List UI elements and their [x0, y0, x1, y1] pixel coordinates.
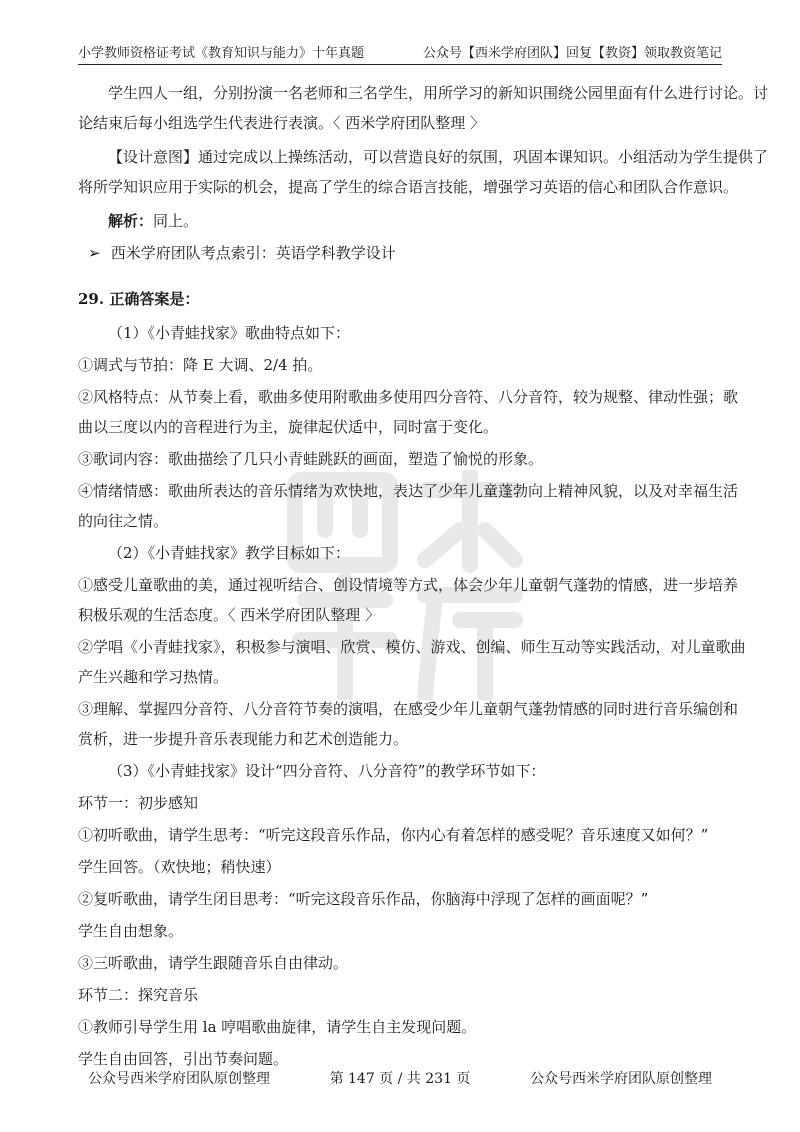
- question-heading: 29. 正确答案是：: [78, 290, 200, 308]
- page-footer: [78, 1068, 722, 1090]
- list-item-continued: 曲以三度以内的音程进行为主，旋律起伏适中，同时富于变化。: [78, 418, 499, 436]
- list-item-continued: 赏析，进一步提升音乐表现能力和艺术创造能力。: [78, 730, 409, 748]
- arrow-bullet-icon: ➢: [88, 244, 101, 262]
- analysis-label: 解析：: [108, 212, 154, 230]
- section-title: （3）《小青蛙找家》设计“四分音符、八分音符”的教学环节如下：: [108, 762, 546, 780]
- list-item: ①初听歌曲，请学生思考：“听完这段音乐作品，你内心有着怎样的感受呢？音乐速度又如何？”: [78, 826, 709, 844]
- list-item-continued: 的向往之情。: [78, 512, 169, 530]
- list-item: ②复听歌曲，请学生闭目思考：“听完这段音乐作品，你脑海中浮现了怎样的画面呢？”: [78, 890, 649, 908]
- list-item: ①教师引导学生用 la 哼唱歌曲旋律，请学生自主发现问题。: [78, 1018, 477, 1036]
- analysis-text: 同上。: [153, 212, 199, 230]
- step-title: 环节一：初步感知: [78, 794, 199, 812]
- list-item: ③三听歌曲，请学生跟随音乐自由律动。: [78, 954, 349, 972]
- paragraph-line: 学生四人一组，分别扮演一名老师和三名学生，用所学习的新知识围绕公园里面有什么进行讨论。讨: [108, 84, 769, 102]
- index-line: [78, 242, 724, 264]
- footer-left-text: 公众号西米学府团队原创整理: [88, 1071, 270, 1087]
- list-item: ③歌词内容：歌曲描绘了几只小青蛙跳跃的画面，塑造了愉悦的形象。: [78, 450, 544, 468]
- footer-right-text: 公众号西米学府团队原创整理: [530, 1071, 712, 1087]
- paragraph-line: 论结束后每小组选学生代表进行表演。〈 西米学府团队整理 〉: [78, 114, 486, 132]
- section-title: （1）《小青蛙找家》歌曲特点如下：: [108, 324, 351, 342]
- list-item-continued: 积极乐观的生活态度。〈 西米学府团队整理 〉: [78, 606, 381, 624]
- analysis-line: [78, 210, 724, 232]
- paragraph-line: 【设计意图】通过完成以上操练活动，可以营造良好的氛围，巩固本课知识。小组活动为学生提供了: [108, 148, 769, 166]
- step-title: 环节二：探究音乐: [78, 986, 199, 1004]
- section-title: （2）《小青蛙找家》教学目标如下：: [108, 544, 351, 562]
- list-item: ①感受儿童歌曲的美，通过视听结合、创设情境等方式，体会少年儿童朝气蓬勃的情感，进一步培养: [78, 576, 739, 594]
- list-item: ②风格特点：从节奏上看，歌曲多使用附歌曲多使用四分音符、八分音符，较为规整、律动性强；歌: [78, 388, 739, 406]
- header-left-text: 小学教师资格证考试《教育知识与能力》十年真题: [78, 46, 365, 61]
- index-text: 西米学府团队考点索引：英语学科教学设计: [110, 244, 396, 262]
- list-item: ②学唱《小青蛙找家》，积极参与演唱、欣赏、模仿、游戏、创编、师生互动等实践活动，对儿童歌曲: [78, 638, 746, 656]
- paragraph-line: 将所学知识应用于实际的机会，提高了学生的综合语言技能，增强学习英语的信心和团队合作意识。: [78, 178, 739, 196]
- list-item: ①调式与节拍：降 E 大调、2/4 拍。: [78, 356, 323, 374]
- header-right-text: 公众号【西米学府团队】回复【教资】领取教资笔记: [422, 46, 722, 61]
- list-item-continued: 产生兴趣和学习热情。: [78, 668, 229, 686]
- page-header: [78, 38, 722, 65]
- list-item: 学生自由想象。: [78, 922, 184, 940]
- list-item: 学生自由回答，引出节奏问题。: [78, 1050, 289, 1068]
- page-number: 第 147 页 / 共 231 页: [329, 1071, 471, 1087]
- list-item: ④情绪情感：歌曲所表达的音乐情绪为欢快地，表达了少年儿童蓬勃向上精神风貌，以及对幸福生活: [78, 482, 739, 500]
- list-item: 学生回答。（欢快地；稍快速）: [78, 858, 281, 876]
- list-item: ③理解、掌握四分音符、八分音符节奏的演唱，在感受少年儿童朝气蓬勃情感的同时进行音乐编创和: [78, 700, 739, 718]
